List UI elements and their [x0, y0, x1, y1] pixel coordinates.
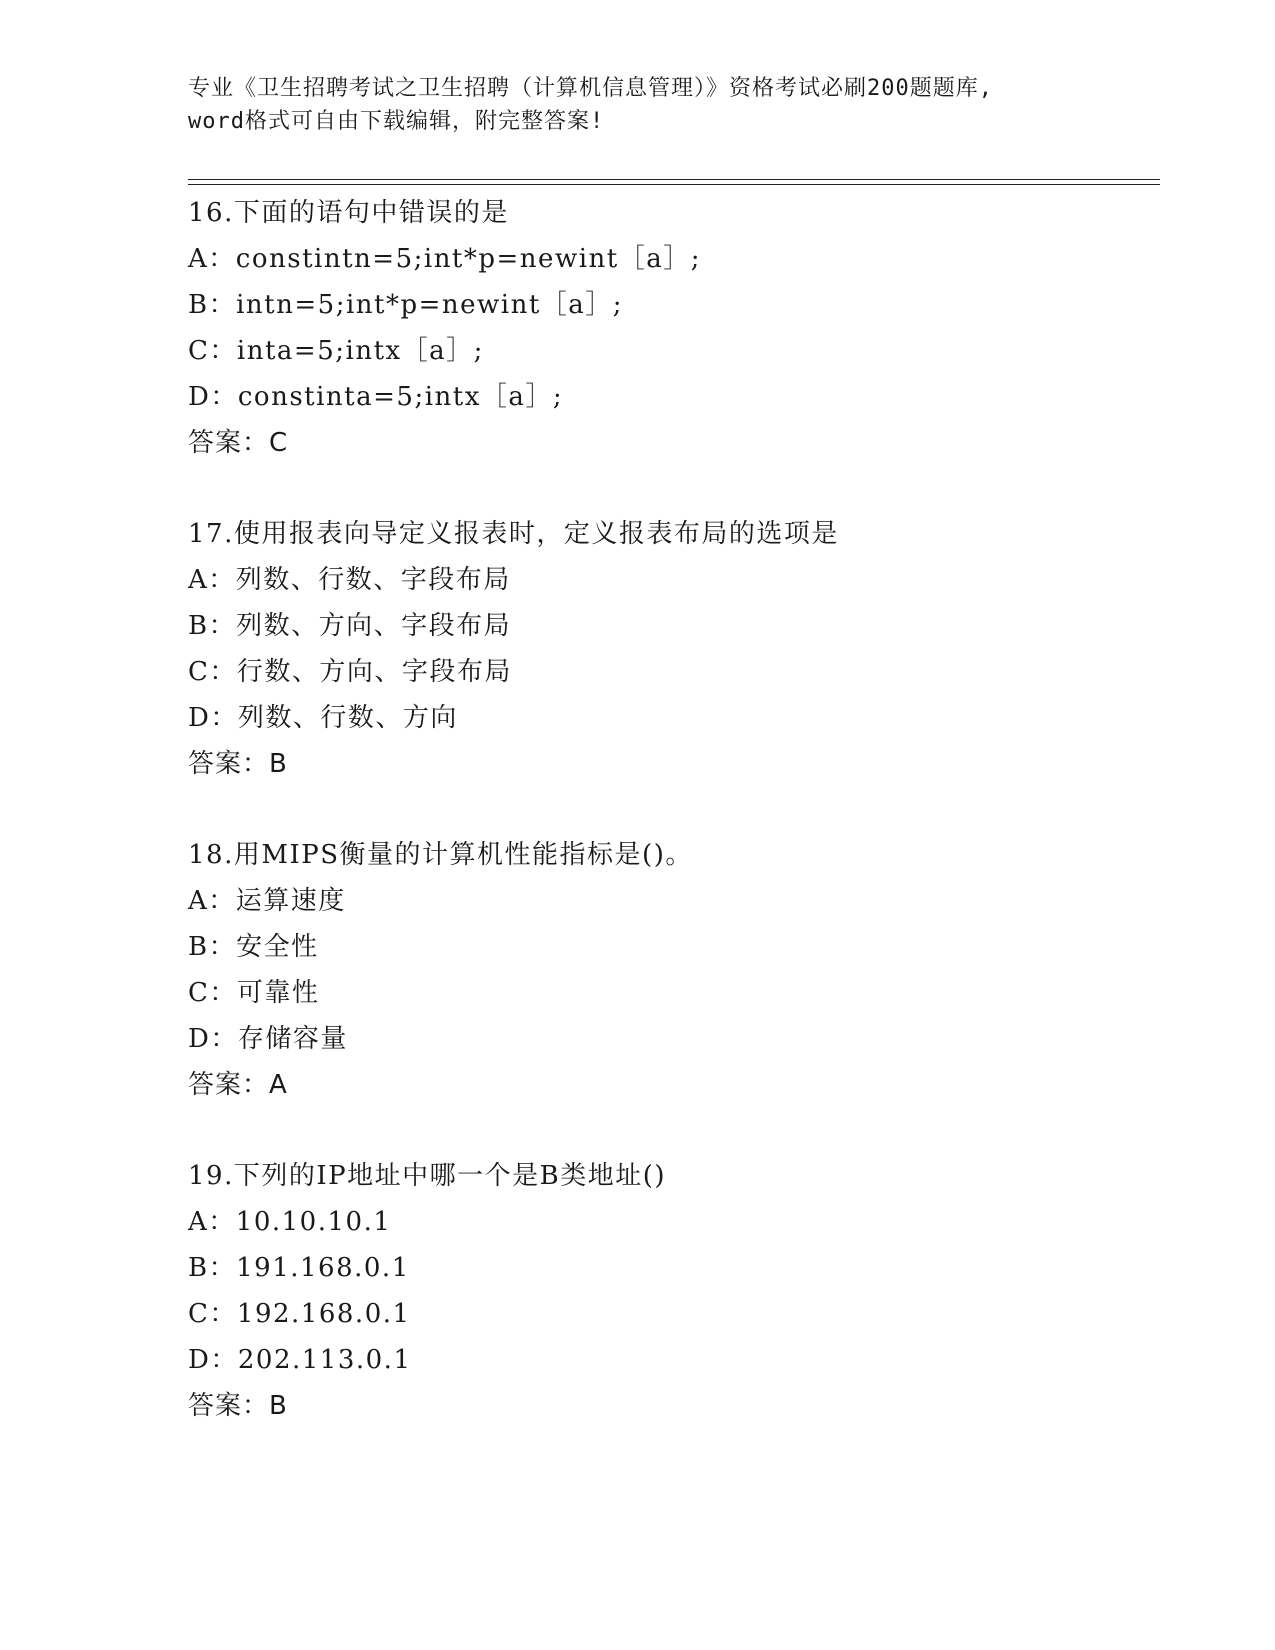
option-text: 列数、行数、方向 — [237, 703, 458, 733]
option-text: inta=5;intx［a］; — [236, 336, 484, 366]
option-a — [188, 1199, 1160, 1245]
question-stem: 17.使用报表向导定义报表时，定义报表布局的选项是 — [188, 519, 839, 549]
answer: 答案：A — [188, 1070, 288, 1100]
option-letter: B： — [188, 611, 237, 641]
option-letter: A： — [188, 565, 236, 595]
option-letter: A： — [188, 886, 236, 916]
option-letter: A： — [188, 1207, 236, 1237]
question-17 — [188, 511, 1160, 787]
option-letter: C： — [188, 336, 237, 366]
document-header — [188, 72, 1088, 138]
question-stem: 16.下面的语句中错误的是 — [188, 198, 509, 228]
option-c — [188, 1291, 1160, 1337]
option-text: 存储容量 — [237, 1024, 348, 1054]
option-letter: B： — [188, 1253, 237, 1283]
option-a — [188, 557, 1160, 603]
option-a — [188, 878, 1160, 924]
option-b — [188, 924, 1160, 970]
option-letter: D： — [188, 1345, 238, 1375]
header-line-2: word格式可自由下载编辑，附完整答案! — [188, 109, 605, 134]
option-letter: B： — [188, 290, 237, 320]
question-list — [188, 190, 1160, 1474]
option-text: 10.10.10.1 — [235, 1207, 392, 1237]
option-b — [188, 603, 1160, 649]
option-text: 运算速度 — [235, 886, 346, 916]
header-divider-bottom — [188, 184, 1160, 185]
answer: 答案：B — [188, 1391, 288, 1421]
option-text: 行数、方向、字段布局 — [236, 657, 512, 687]
option-letter: D： — [188, 1024, 238, 1054]
question-18 — [188, 832, 1160, 1108]
option-text: intn=5;int*p=newint［a］; — [236, 290, 624, 320]
option-c — [188, 649, 1160, 695]
option-text: 可靠性 — [236, 978, 320, 1008]
option-letter: C： — [188, 657, 237, 687]
option-text: constintn=5;int*p=newint［a］; — [235, 244, 701, 274]
option-letter: C： — [188, 1299, 237, 1329]
option-d — [188, 374, 1160, 420]
answer: 答案：C — [188, 428, 289, 458]
question-19 — [188, 1153, 1160, 1429]
option-text: 列数、行数、字段布局 — [235, 565, 511, 595]
answer: 答案：B — [188, 749, 288, 779]
option-text: 安全性 — [236, 932, 319, 962]
option-b — [188, 1245, 1160, 1291]
option-text: 191.168.0.1 — [236, 1253, 410, 1283]
option-d — [188, 695, 1160, 741]
question-stem: 19.下列的IP地址中哪一个是B类地址() — [188, 1161, 667, 1191]
option-text: 202.113.0.1 — [237, 1345, 412, 1375]
option-b — [188, 282, 1160, 328]
option-c — [188, 970, 1160, 1016]
header-divider-top — [188, 179, 1160, 180]
question-16 — [188, 190, 1160, 466]
option-letter: A： — [188, 244, 236, 274]
option-a — [188, 236, 1160, 282]
header-line-1: 专业《卫生招聘考试之卫生招聘（计算机信息管理）》资格考试必刷200题题库, — [188, 76, 993, 101]
option-letter: D： — [188, 382, 238, 412]
option-letter: C： — [188, 978, 237, 1008]
question-stem: 18.用MIPS衡量的计算机性能指标是()。 — [188, 840, 693, 870]
option-d — [188, 1337, 1160, 1383]
option-text: 192.168.0.1 — [236, 1299, 411, 1329]
option-letter: D： — [188, 703, 238, 733]
option-text: 列数、方向、字段布局 — [236, 611, 512, 641]
option-d — [188, 1016, 1160, 1062]
option-letter: B： — [188, 932, 237, 962]
option-c — [188, 328, 1160, 374]
option-text: constinta=5;intx［a］; — [237, 382, 564, 412]
